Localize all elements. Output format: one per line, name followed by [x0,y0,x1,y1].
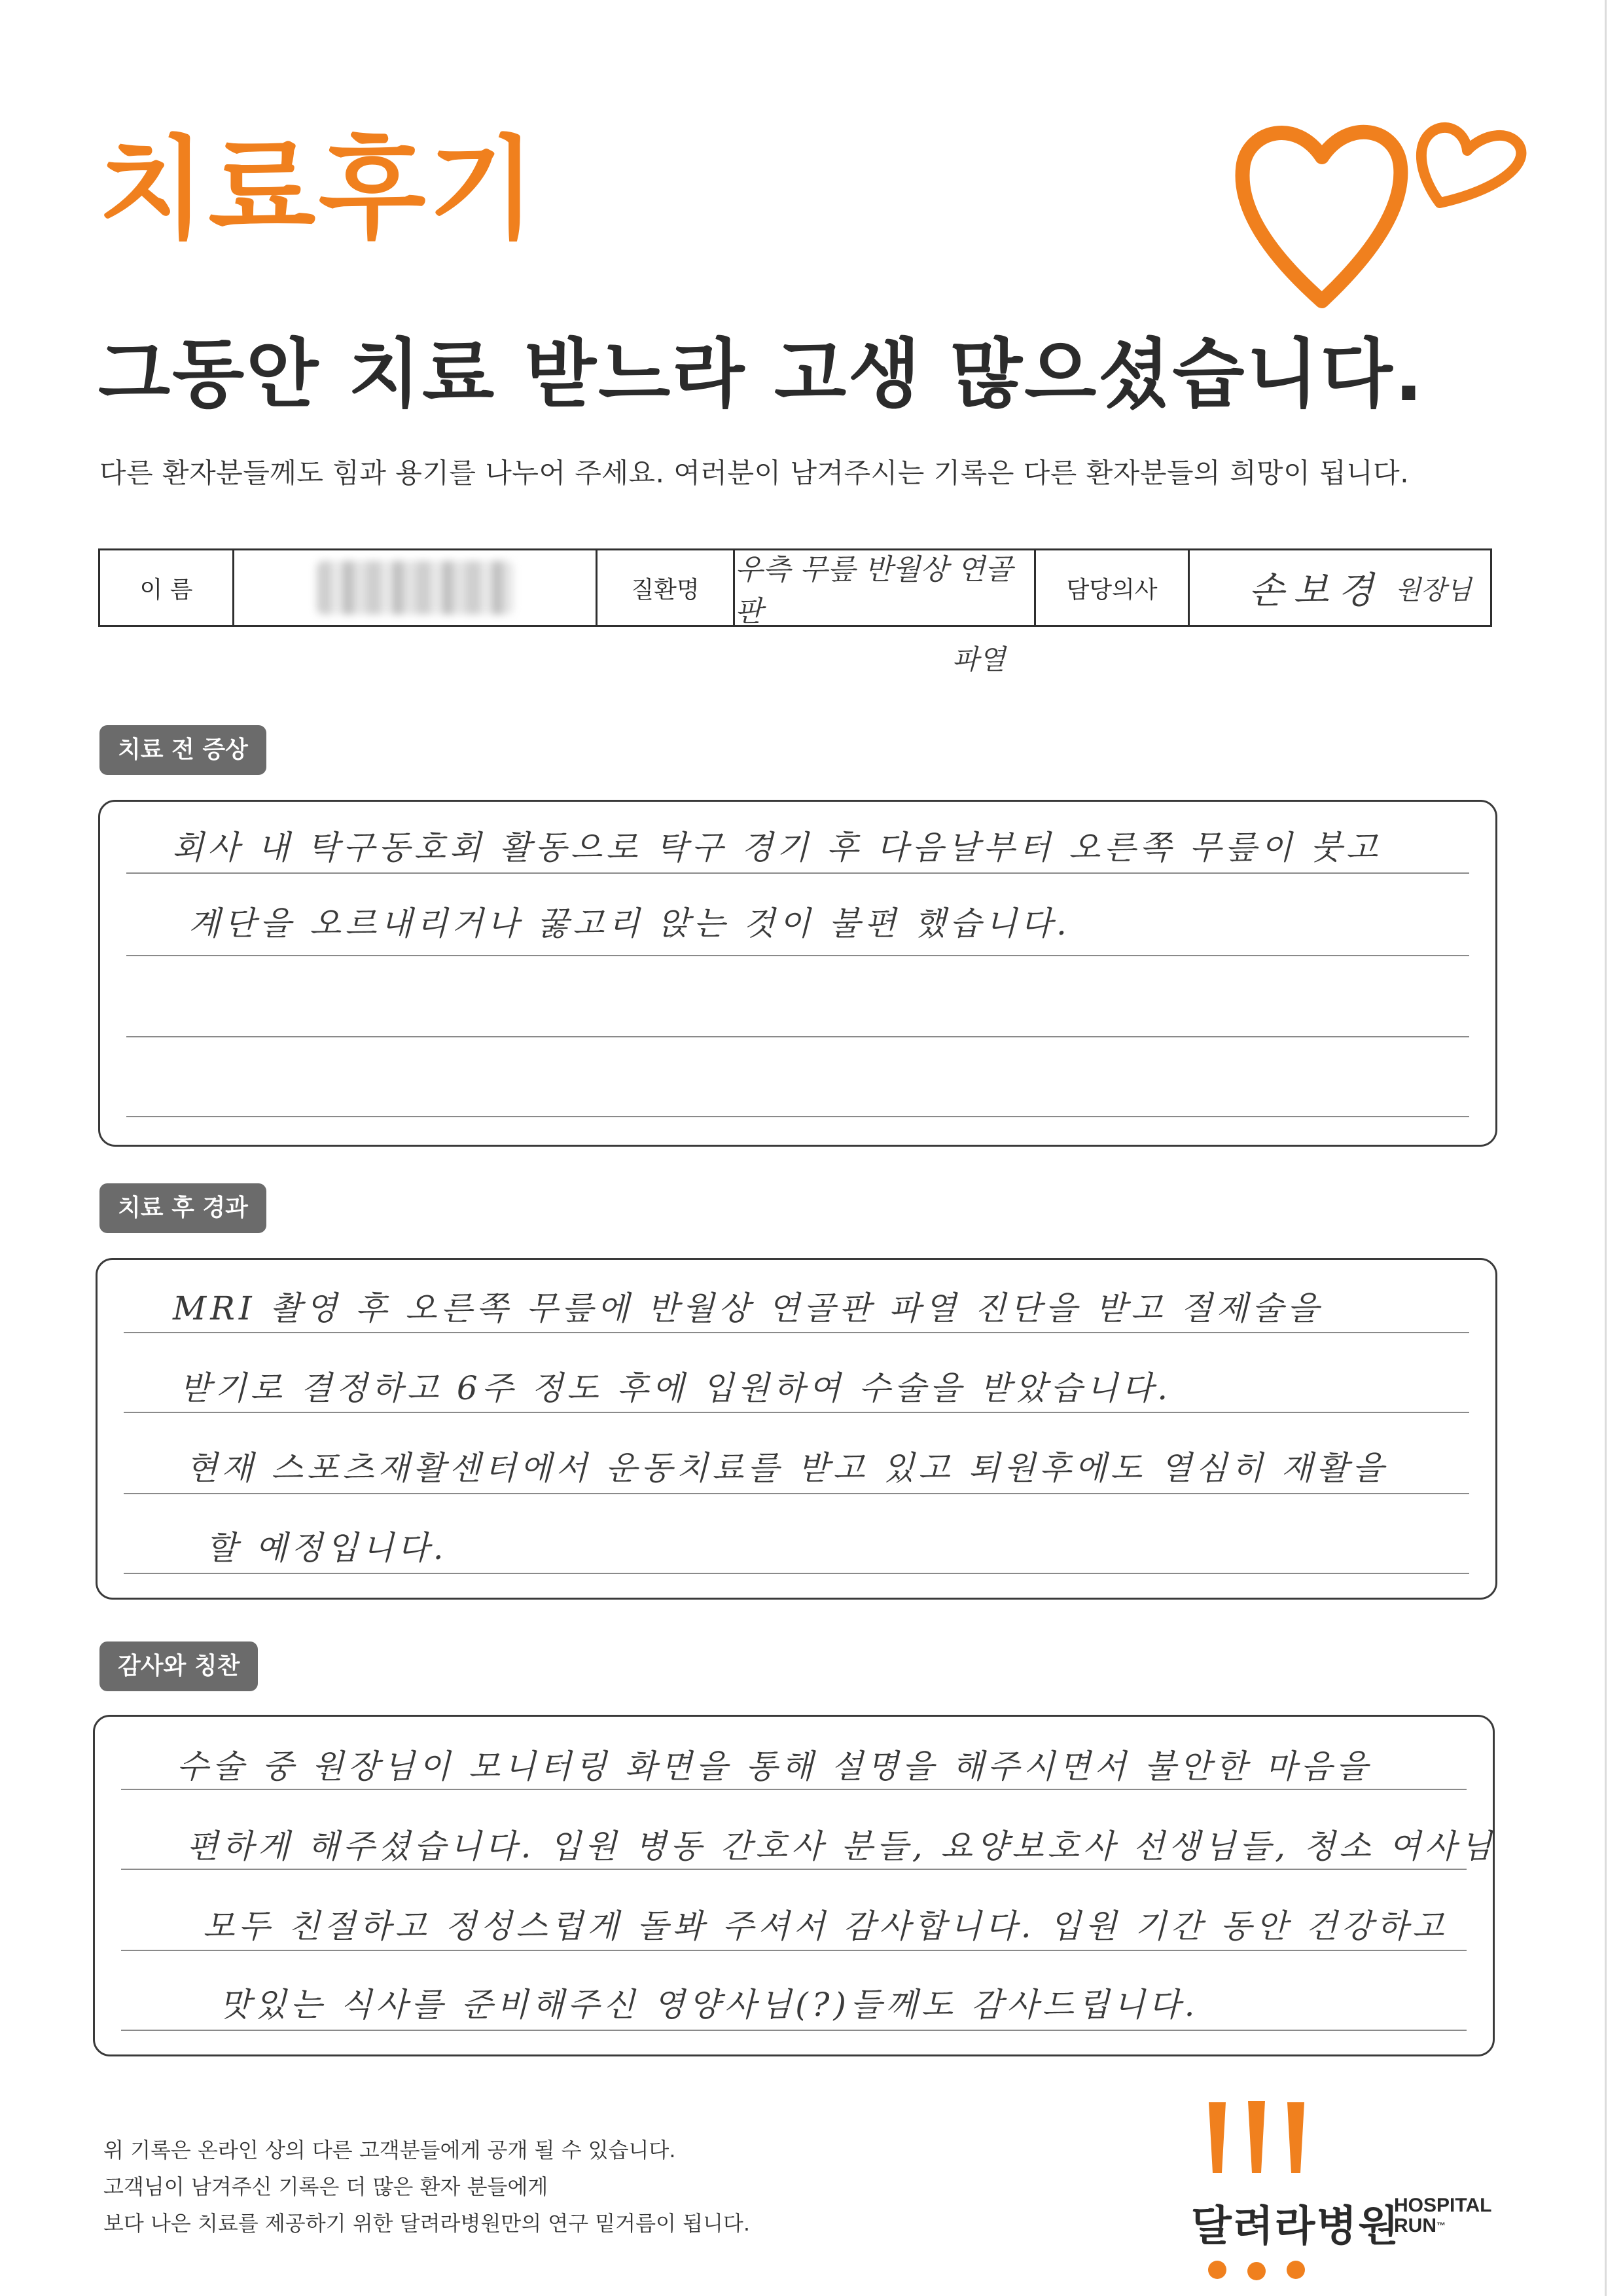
name-value-cell [234,550,597,625]
ruled-line [124,1332,1469,1333]
handwritten-line: 현재 스포츠재활센터에서 운동치료를 받고 있고 퇴원후에도 열심히 재활을 [186,1449,1388,1487]
hearts-decoration-icon [1224,92,1538,314]
ruled-line [124,1573,1469,1574]
after-progress-box [96,1258,1497,1600]
handwritten-line: 할 예정입니다. [205,1529,448,1567]
disease-value: 우측 무릎 반월상 연골판 [735,553,1013,628]
handwritten-line: 모두 친절하고 정성스럽게 돌봐 주셔서 감사합니다. 입원 기간 동안 건강하고 [203,1907,1448,1945]
doctor-label-cell [1036,550,1190,625]
section-tag-before: 치료 전 증상 [99,725,266,775]
logo-english-run: RUN [1394,2215,1436,2236]
disease-label: 질환명 [631,576,700,603]
disease-value-cell [735,550,1036,628]
hospital-logo [1191,2094,1505,2284]
handwritten-line: MRI 촬영 후 오른쪽 무릎에 반월상 연골판 파열 진단을 받고 절제술을 [173,1289,1323,1327]
logo-english-line-1: HOSPITAL [1394,2195,1492,2216]
doctor-value: 손보경 [1249,569,1383,612]
logo-english [1394,2195,1491,2236]
doctor-label: 담당의사 [1066,576,1158,603]
blurred-name [317,561,513,615]
handwritten-line: 회사 내 탁구동호회 활동으로 탁구 경기 후 다음날부터 오른쪽 무릎이 붓고 [172,829,1382,867]
name-label-cell [100,550,234,625]
ruled-line [126,955,1469,956]
doctor-title: 원장님 [1395,575,1472,605]
handwritten-line: 수술 중 원장님이 모니터링 화면을 통해 설명을 해주시면서 불안한 마음을 [177,1748,1372,1785]
logo-trademark: ™ [1436,2220,1446,2231]
section-tag-after: 치료 후 경과 [99,1183,266,1233]
doctor-value-cell [1190,550,1490,625]
handwritten-line: 편하게 해주셨습니다. 입원 병동 간호사 분들, 요양보호사 선생님들, 청소 여사님 [187,1827,1496,1865]
ruled-line [124,1493,1469,1494]
ruled-line [121,2030,1467,2031]
ruled-line [126,1116,1469,1117]
footer-note: 고객님이 남겨주신 기록은 더 많은 환자 분들에게 [103,2174,548,2199]
handwritten-line: 받기로 결정하고 6주 정도 후에 입원하여 수술을 받았습니다. [179,1369,1172,1407]
ruled-line [126,1036,1469,1037]
footer-note: 보다 나은 치료를 제공하기 위한 달려라병원만의 연구 밑거름이 됩니다. [103,2211,750,2236]
ruled-line [126,872,1469,874]
handwritten-line: 계단을 오르내리거나 꿇고리 앉는 것이 불편 했습니다. [188,905,1071,942]
handwritten-line: 맛있는 식사를 준비해주신 영양사님(?)들께도 감사드립니다. [219,1986,1199,2024]
logo-english-line-2 [1394,2215,1491,2236]
before-symptoms-box [98,800,1497,1147]
ruled-line [121,1789,1467,1790]
headline: 그동안 치료 받느라 고생 많으셨습니다. [98,331,1425,418]
page-edge-shadow [1605,0,1607,2296]
subheadline: 다른 환자분들께도 힘과 용기를 나누어 주세요. 여러분이 남겨주시는 기록은 다른 환자분들의 희망이 됩니다. [99,457,1410,489]
page-title: 치료후기 [98,125,539,255]
section-tag-thanks: 감사와 칭찬 [99,1641,258,1691]
patient-info-table [98,548,1492,627]
thanks-box [93,1715,1495,2056]
ruled-line [121,1869,1467,1870]
disease-value-continued: 파열 [952,643,1006,675]
logo-korean: 달려라병원 [1191,2202,1400,2251]
disease-label-cell [597,550,735,625]
footer-note: 위 기록은 온라인 상의 다른 고객분들에게 공개 될 수 있습니다. [103,2138,676,2162]
name-label: 이 름 [139,576,193,603]
ruled-line [124,1412,1469,1413]
ruled-line [121,1950,1467,1951]
